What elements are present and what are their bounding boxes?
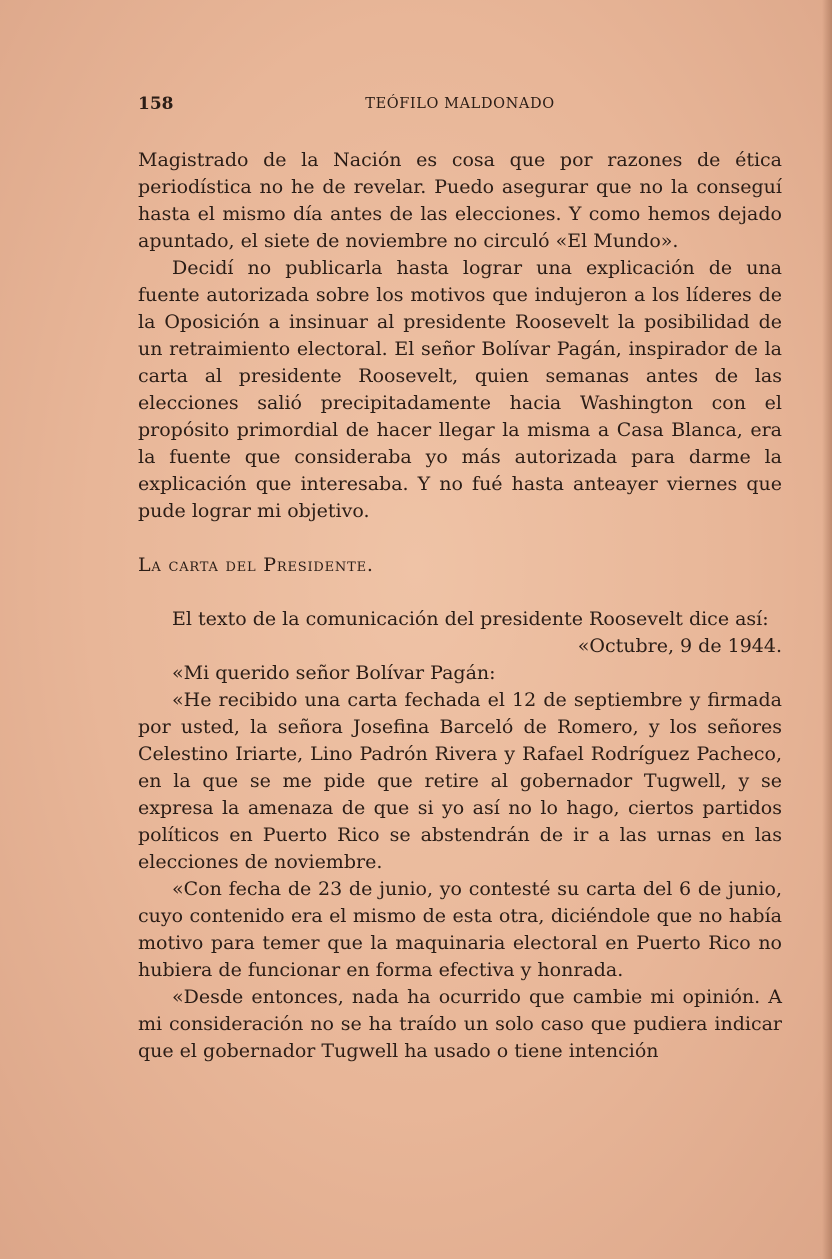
letter-paragraph-3: «Desde entonces, nada ha ocurrido que cambie mi opinión. A mi consideración no se ha traído un solo caso que pudiera indicar que el gobernador Tugwell ha usado o tiene intención bbox=[138, 986, 782, 1062]
running-head: TEÓFILO MALDONADO bbox=[365, 96, 555, 112]
letter-paragraph-1: «He recibido una carta fechada el 12 de septiembre y firmada por usted, la señora Josefina Barceló de Romero, y los señores Celestino Iriarte, Lino Padrón Rivera y Rafael Rodríguez Pacheco, en la que se me pide que retire al gobernador Tugwell, y se expresa la amenaza de que si yo así no lo hago, ciertos partidos políticos en Puerto Rico se abstendrán de ir a las urnas en las elecciones de noviembre. bbox=[138, 689, 782, 873]
paragraph-2: Decidí no publicarla hasta lograr una explicación de una fuente autorizada sobre los motivos que indujeron a los líderes de la Oposición a insinuar al presidente Roosevelt la posibilidad de un retraimiento electoral. El señor Bolívar Pagán, inspirador de la carta al presidente Roosevelt, quien semanas antes de las elecciones salió precipitadamente hacia Washington con el propósito primordial de hacer llegar la misma a Casa Blanca, era la fuente que consideraba yo más autorizada para darme la explicación que interesaba. Y no fué hasta anteayer viernes que pude lograr mi objetivo. bbox=[138, 257, 782, 522]
section-heading: La carta del Presidente. bbox=[138, 554, 374, 576]
body-text bbox=[138, 147, 782, 1065]
paragraph-1: Magistrado de la Nación es cosa que por razones de ética periodística no he de revelar. Puedo asegurar que no la conseguí hasta el mismo día antes de las elecciones. Y como hemos dejado apuntado, el siete de noviembre no circuló «El Mundo». bbox=[138, 149, 782, 252]
page-number: 158 bbox=[138, 94, 174, 114]
paragraph-3: El texto de la comunicación del presidente Roosevelt dice así: bbox=[172, 608, 769, 630]
letter-salutation: «Mi querido señor Bolívar Pagán: bbox=[172, 662, 496, 684]
page-header bbox=[138, 94, 782, 120]
letter-date: «Octubre, 9 de 1944. bbox=[577, 635, 782, 657]
letter-paragraph-2: «Con fecha de 23 de junio, yo contesté su carta del 6 de junio, cuyo contenido era el mismo de esta otra, diciéndole que no había motivo para temer que la maquinaria electoral en Puerto Rico no hubiera de funcionar en forma efectiva y honrada. bbox=[138, 878, 782, 981]
